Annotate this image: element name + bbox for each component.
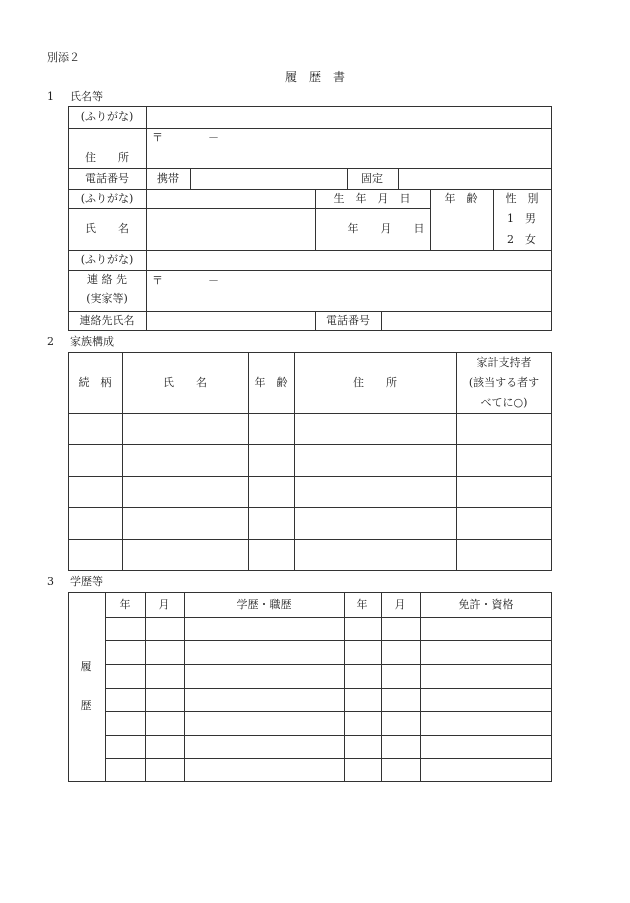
postal-mark: 〒 <box>152 274 163 287</box>
col-divider <box>493 189 494 250</box>
history-side-label: 歴 <box>80 699 92 712</box>
furigana-field[interactable] <box>147 190 315 208</box>
contact-phone-label: 電話番号 <box>326 314 370 327</box>
postal-mark: 〒 <box>152 131 163 144</box>
section2-heading: 家族構成 <box>70 335 114 348</box>
mobile-phone-field[interactable] <box>191 169 347 189</box>
section1-heading: 氏名等 <box>70 90 103 103</box>
history-row[interactable] <box>106 736 551 758</box>
col-relation-header: 続 柄 <box>78 376 112 389</box>
col-divider <box>315 311 316 331</box>
col-support-header-note: (該当する者す <box>468 376 540 389</box>
contact-phone-field[interactable] <box>382 312 551 331</box>
section3-heading: 学歴等 <box>70 575 103 588</box>
contact-name-field[interactable] <box>147 312 315 331</box>
phone-label: 電話番号 <box>85 172 129 185</box>
sex-option-female: 2 女 <box>507 233 536 246</box>
family-row[interactable] <box>69 414 551 444</box>
history-row[interactable] <box>106 665 551 688</box>
col-year-header: 年 <box>119 598 131 611</box>
col-age-header: 年 齢 <box>254 376 288 389</box>
history-row[interactable] <box>106 712 551 735</box>
col-year-header: 年 <box>356 598 368 611</box>
section2-number: 2 <box>47 335 54 348</box>
birthdate-fill: 年 月 日 <box>347 222 425 235</box>
name-field[interactable] <box>147 209 315 250</box>
sex-label: 性 別 <box>505 192 539 205</box>
name-label: 氏 名 <box>85 222 129 235</box>
history-row[interactable] <box>106 759 551 781</box>
col-license-header: 免許・資格 <box>458 598 514 611</box>
page-title: 履 歴 書 <box>284 70 346 84</box>
col-divider <box>347 168 348 189</box>
annex-label: 別添２ <box>47 51 80 64</box>
sex-option-male: 1 男 <box>507 212 536 225</box>
postal-dash: － <box>208 131 219 144</box>
contact-name-label: 連絡先氏名 <box>79 314 135 327</box>
section3-number: 3 <box>47 575 54 588</box>
furigana-label: (ふりがな) <box>80 192 134 205</box>
family-row[interactable] <box>69 477 551 507</box>
col-month-header: 月 <box>158 598 170 611</box>
history-row[interactable] <box>106 618 551 640</box>
address-field[interactable] <box>147 129 551 168</box>
col-month-header: 月 <box>394 598 406 611</box>
col-support-header-note: べてに○) <box>480 396 528 409</box>
col-name-header: 氏 名 <box>163 376 207 389</box>
history-row[interactable] <box>106 689 551 711</box>
age-field[interactable] <box>431 209 493 250</box>
history-side-label: 履 <box>80 660 92 673</box>
furigana-label: (ふりがな) <box>80 253 134 266</box>
landline-label: 固定 <box>361 172 383 185</box>
family-row[interactable] <box>69 508 551 539</box>
section1-number: 1 <box>47 90 54 103</box>
contact-label: 連 絡 先 <box>87 273 127 286</box>
birthdate-label: 生 年 月 日 <box>333 192 411 205</box>
name-furigana-field[interactable] <box>147 107 551 128</box>
contact-furigana-field[interactable] <box>147 251 551 270</box>
furigana-label: (ふりがな) <box>80 110 134 123</box>
history-row[interactable] <box>106 641 551 664</box>
mobile-label: 携帯 <box>157 172 179 185</box>
age-label: 年 齢 <box>444 192 478 205</box>
family-row[interactable] <box>69 540 551 570</box>
address-label: 住 所 <box>85 151 129 164</box>
col-history-header: 学歴・職歴 <box>236 598 292 611</box>
postal-dash: － <box>208 274 219 287</box>
col-divider <box>315 189 316 250</box>
family-row[interactable] <box>69 445 551 476</box>
contact-address-field[interactable] <box>147 271 551 311</box>
col-support-header: 家計支持者 <box>476 356 532 369</box>
contact-sub-label: (実家等) <box>86 292 128 305</box>
col-address-header: 住 所 <box>353 376 397 389</box>
landline-phone-field[interactable] <box>399 169 551 189</box>
